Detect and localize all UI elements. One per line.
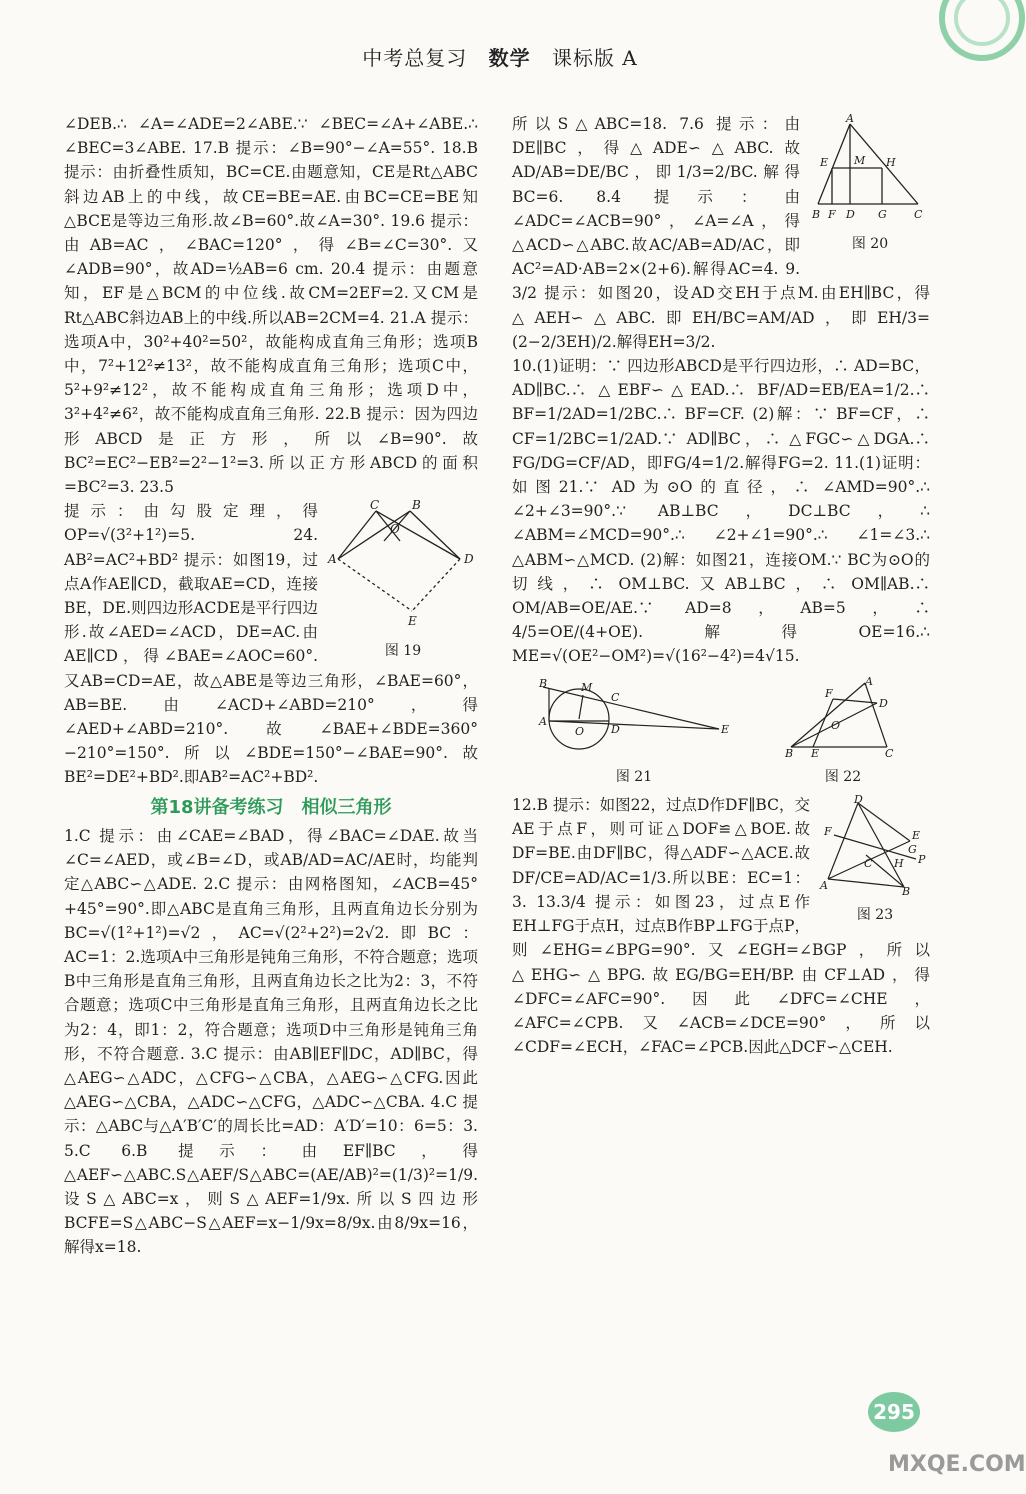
fig21-label-a: A — [539, 714, 547, 728]
fig23-label-g: G — [908, 843, 917, 857]
figure-21 — [539, 677, 729, 789]
fig21-label-o: O — [575, 724, 585, 738]
right-text-2: 10.(1)证明：∵ 四边形ABCD是平行四边形，∴ AD=BC，AD∥BC.∴ △EBF∽△EAD.∴ BF/AD=EB/EA=1/2.∴ BF=1/2AD=1/2BC.∴ BF=CF. (2)解：∵ BF=CF，∴ CF=1/2BC=1/2AD.∵ AD∥BC，∴ △FGC∽△DGA.∴ FG/DG=CF/AD，即FG/4=1/2.解得FG=2. 11.(1)证明：如图21.∵ AD为⊙O的直径，∴ ∠AMD=90°.∴ ∠2+∠3=90°.∵ AB⊥BC，DC⊥BC，∴ ∠ABM=∠MCD=90°.∴ ∠2+∠1=90°.∴ ∠1=∠3.∴ △ABM∽△MCD. (2)解：如图21，连接OM.∵ BC为⊙O的切线，∴ OM⊥BC.又AB⊥BC，∴ OM∥AB.∴ OM/AB=OE/AE.∵ AD=8，AB=5，∴ 4/5=OE/(4+OE).解得OE=16.∴ ME=√(OE²−OM²)=√(16²−4²)=4√15. — [512, 357, 930, 666]
fig21-label-d: D — [611, 722, 620, 736]
section-title: 第18讲备考练习 相似三角形 — [150, 796, 392, 818]
header-edition: 课标版 A — [551, 46, 638, 70]
figure-23-caption: 图 23 — [856, 907, 894, 924]
fig19-label-b: B — [412, 498, 421, 513]
figures-21-22 — [512, 674, 930, 789]
fig22-label-a: A — [865, 674, 873, 688]
fig21-label-c: C — [611, 690, 620, 704]
figure-20-diagram — [810, 114, 930, 224]
left-text-1: ∠DEB.∴ ∠A=∠ADE=2∠ABE.∵ ∠BEC=∠A+∠ABE.∴ ∠BEC=3∠ABE. 17.B 提示：∠B=90°−∠A=55°. 18.B 提示：由折叠性质知，BC=CE.由题意知，CE是Rt△ABC斜边AB上的中线，故CE=BE=AE.由BC=CE=BE知△BCE是等边三角形.故∠B=60°.故∠A=30°. 19.6 提示：由AB=AC，∠BAC=120°，得∠B=∠C=30°.又∠ADB=90°，故AD=½AB=6 cm. 20.4 提示：由题意知，EF是△BCM的中位线.故CM=2EF=2.又CM是Rt△ABC斜边AB上的中线.所以AB=2CM=4. 21.A 提示：选项A中，30²+40²=50²，故能构成直角三角形；选项B中，7²+12²≠13²，故不能构成直角三角形；选项C中，5²+9²≠12²，故不能构成直角三角形；选项D中，3²+4²≠6²，故不能构成直角三角形. 22.B 提示：因为四边形ABCD是正方形，所以∠B=90°.故BC²=EC²−EB²=2²−1²=3.所以正方形ABCD的面积=BC²=3. 23.5 — [64, 115, 479, 497]
figure-19-diagram — [328, 498, 478, 631]
fig20-label-h: H — [886, 156, 896, 169]
fig22-label-b: B — [785, 746, 794, 760]
fig23-label-c: C — [864, 857, 873, 871]
fig19-label-c: C — [370, 498, 380, 513]
fig23-label-p: P — [918, 853, 926, 867]
figure-22-diagram — [783, 674, 903, 760]
figure-20 — [810, 114, 930, 256]
fig20-label-d: D — [846, 208, 855, 221]
fig23-label-h: H — [894, 857, 904, 871]
left-column — [64, 112, 478, 1260]
fig21-label-e: E — [721, 722, 730, 736]
fig19-label-o: O — [390, 522, 400, 537]
page-number: 295 — [868, 1392, 920, 1432]
fig20-label-f: F — [828, 208, 836, 221]
figure-19-caption: 图 19 — [384, 643, 422, 660]
watermark: MXQE.COM — [888, 1452, 1026, 1477]
fig23-label-f: F — [824, 825, 832, 839]
fig21-label-b: B — [539, 676, 548, 690]
figure-21-caption: 图 21 — [615, 768, 653, 785]
figure-19 — [328, 498, 478, 663]
fig22-label-e: E — [811, 746, 820, 760]
fig19-label-e: E — [408, 614, 417, 629]
fig22-label-f: F — [825, 686, 833, 700]
figure-22 — [783, 674, 903, 789]
fig22-label-d: D — [879, 696, 888, 710]
left-text-3: 1.C 提示：由∠CAE=∠BAD，得∠BAC=∠DAE.故当∠C=∠AED，或∠B=∠D，或AB/AD=AC/AE时，均能判定△ABC∽△ADE. 2.C 提示：由网格图知，∠ACB=45°+45°=90°.即△ABC是直角三角形，且两直角边长分别为BC=√(1²+1²)=√2，AC=√(2²+2²)=2√2.即BC：AC=1：2.选项A中三角形是钝角三角形，不符合题意；选项B中三角形是直角三角形，且两直角边长之比为2：3，不符合题意；选项C中三角形是直角三角形，且两直角边长之比为2：4，即1：2，符合题意；选项D中三角形是钝角三角形，不符合题意. 3.C 提示：由AB∥EF∥DC，AD∥BC，得△AEG∽△ADC，△CFG∽△CBA，△AEG∽△CFG.因此△AEG∽△CBA，△ADC∽△CFG，△ADC∽△CBA. 4.C 提示：△ABC与△A′B′C′的周长比=AD：A′D′=10：6=5：3. 5.C 6.B 提示：由EF∥BC，得△AEF∽△ABC.S△AEF/S△ABC=(AE/AB)²=(1/3)²=1/9.设S△ABC=x，则S△AEF=1/9x.所以S四边形BCFE=S△ABC−S△AEF=x−1/9x=8/9x.由8/9x=16，解得x=18. — [64, 826, 478, 1257]
fig23-label-e: E — [912, 829, 921, 843]
right-column — [512, 112, 930, 1059]
fig21-label-m: M — [581, 680, 593, 694]
figure-23 — [820, 795, 930, 927]
header-series: 中考总复习 — [362, 46, 468, 70]
fig19-label-d: D — [464, 552, 474, 567]
fig20-label-c: C — [914, 208, 923, 221]
figure-23-diagram — [820, 793, 930, 899]
fig22-label-c: C — [885, 746, 894, 760]
page-header — [0, 42, 1000, 71]
figure-22-caption: 图 22 — [824, 768, 862, 785]
header-subject: 数学 — [488, 46, 531, 70]
fig22-label-o: O — [831, 718, 841, 732]
fig23-label-d: D — [854, 793, 863, 807]
right-text-1: 所以S△ABC=18. 7.6 提示：由DE∥BC，得△ADE∽△ABC.故AD/AB=DE/BC，即1/3=2/BC.解得BC=6. 8.4 提示：由∠ADC=∠ACB=90°，∠A=∠A，得△ACD∽△ABC.故AC/AB=AD/AC，即AC²=AD·AB=2×(2+6).解得AC=4. 9. 3/2 提示：如图20，设AD交EH于点M.由EH∥BC，得△AEH∽△ABC.即EH/BC=AM/AD，即EH/3=(2−2/3EH)/2.解得EH=3/2. — [512, 115, 930, 351]
fig19-label-a: A — [328, 552, 337, 567]
figure-21-diagram — [539, 677, 729, 757]
fig20-label-e: E — [820, 156, 829, 169]
fig20-label-a: A — [846, 112, 854, 125]
left-text-2: 提示：由勾股定理，得OP=√(3²+1²)=5. 24. AB²=AC²+BD² 提示：如图19，过点A作AE∥CD，截取AE=CD，连接BE，DE.则四边形ACDE是平行四边形.故∠AED=∠ACD，DE=AC.由AE∥CD，得∠BAE=∠AOC=60°.又AB=CD=AE，故△ABE是等边三角形，∠BAE=60°，AB=BE.由∠ACD+∠ABD=210°，得∠AED+∠ABD=210°.故∠BAE+∠BDE=360°−210°=150°.所以∠BDE=150°−∠BAE=90°.故BE²=DE²+BD².即AB²=AC²+BD². — [64, 502, 478, 787]
right-text-3: 12.B 提示：如图22，过点D作DF∥BC，交AE于点F，则可证△DOF≌△BOE.故DF=BE.由DF∥BC，得△ADF∽△ACE.故DF/CE=AD/AC=1/3.所以BE：EC=1：3. 13.3/4 提示：如图23，过点E作EH⊥FG于点H，过点B作BP⊥FG于点P，则∠EHG=∠BPG=90°.又∠EGH=∠BGP，所以△EHG∽△BPG.故EG/BG=EH/BP.由CF⊥AD，得∠DFC=∠AFC=90°.因此∠DFC=∠CHE，∠AFC=∠CPB.又∠ACB=∠DCE=90°，所以∠CDF=∠ECH，∠FAC=∠PCB.因此△DCF∽△CEH. — [512, 796, 930, 1057]
fig23-label-b: B — [902, 885, 911, 899]
fig23-label-a: A — [820, 879, 828, 893]
fig20-label-b: B — [812, 208, 821, 221]
fig20-label-m: M — [854, 154, 866, 167]
figure-20-caption: 图 20 — [851, 236, 889, 253]
fig20-label-g: G — [878, 208, 887, 221]
